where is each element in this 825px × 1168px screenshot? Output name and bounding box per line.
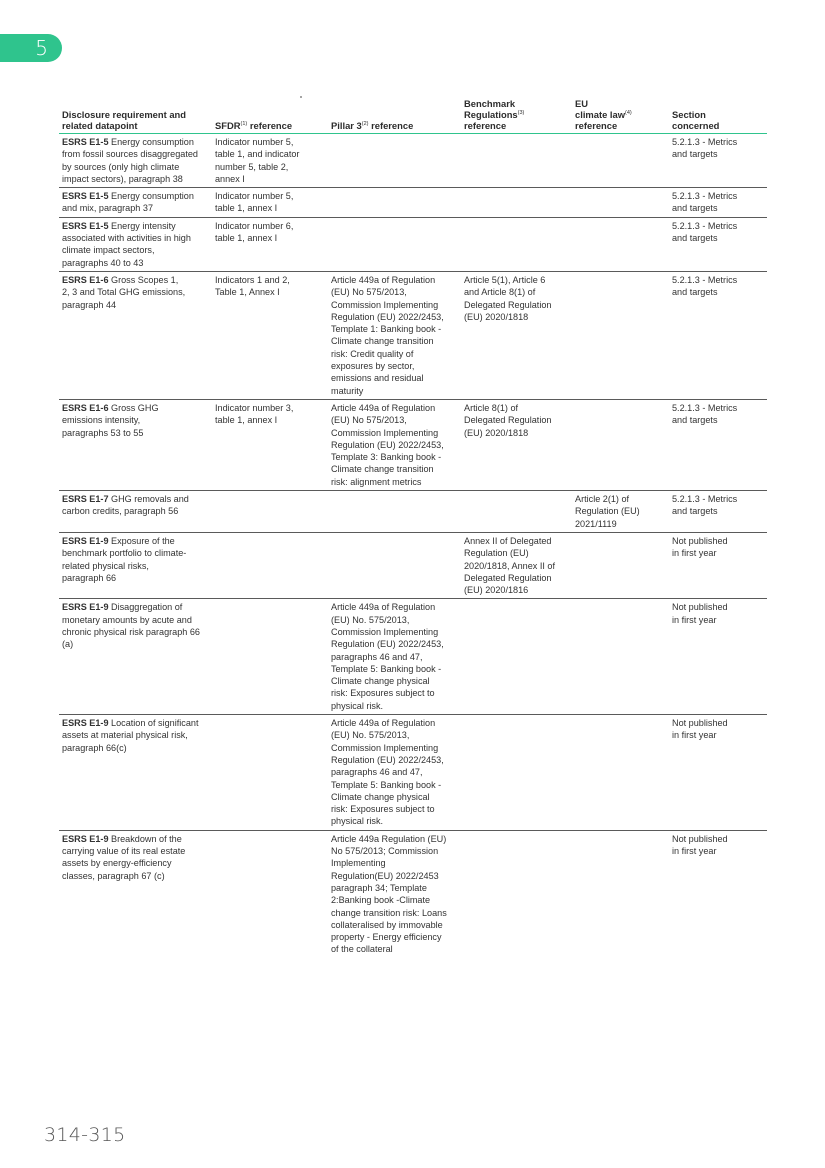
datapoint-description: Gross Scopes 1, 2, 3 and Total GHG emissions, paragraph 44 [62,274,186,310]
section-cell: Not published in first year [669,599,767,715]
section-cell: Not published in first year [669,715,767,831]
esrs-code: ESRS E1-7 [62,494,109,505]
sfdr-cell: Indicators 1 and 2, Table 1, Annex I [212,271,328,399]
datapoint-cell [59,830,212,957]
table-row [59,134,767,188]
pillar3-cell [328,188,461,218]
esrs-code: ESRS E1-6 [62,274,109,285]
sfdr-cell [212,715,328,831]
table-body [59,134,767,958]
datapoint-description: Gross GHG emissions intensity, paragraphs 53 to 55 [62,402,159,438]
header-pillar3-label: Pillar 3 [331,120,362,131]
datapoint-description: Energy intensity associated with activities in high climate impact sectors, paragraphs 40 to 43 [62,220,191,268]
benchmark-cell [461,599,572,715]
section-cell: 5.2.1.3 - Metrics and targets [669,399,767,490]
eu-climate-law-cell: Article 2(1) of Regulation (EU) 2021/1119 [572,491,669,533]
table-header-row [59,98,767,134]
benchmark-cell [461,715,572,831]
sfdr-cell: Indicator number 5, table 1, annex I [212,188,328,218]
datapoint-description: Energy consumption from fossil sources disaggregated by sources (only high climate impact sectors), paragraph 38 [62,137,198,184]
table-row [59,271,767,399]
benchmark-cell [461,188,572,218]
datapoint-cell [59,271,212,399]
datapoint-description: Energy consumption and mix, paragraph 37 [62,191,194,214]
section-cell: Not published in first year [672,833,728,857]
pillar3-cell [328,134,461,188]
table-row [59,532,767,598]
datapoint-description: Breakdown of the carrying value of its real estate assets by energy-efficiency classes, paragraph 67 (c) [62,833,186,881]
eu-climate-law-cell [572,217,669,271]
table-row [59,491,767,533]
sfdr-cell [212,491,328,533]
section-cell: 5.2.1.3 - Metrics and targets [669,491,767,533]
eu-climate-law-cell [572,532,669,598]
datapoint-cell [59,532,212,598]
datapoint-cell [59,399,212,490]
header-benchmark-footnote: (3) [517,109,525,116]
header-pillar3-footnote: (2) [361,120,369,127]
esrs-code: ESRS E1-9 [62,718,109,729]
header-datapoint: Disclosure requirement and related datapoint [59,98,212,134]
eu-climate-law-cell [572,188,669,218]
datapoint-cell [59,599,212,715]
eu-climate-law-cell [572,399,669,490]
table-row [59,188,767,218]
benchmark-cell: Article 8(1) of Delegated Regulation (EU) 2020/1818 [461,399,572,490]
table-row [59,715,767,831]
esrs-code: ESRS E1-9 [62,535,109,546]
datapoint-description: GHG removals and carbon credits, paragraph 56 [62,494,189,517]
eu-climate-law-cell [572,715,669,831]
sfdr-cell [212,830,328,957]
benchmark-cell [461,830,572,957]
pillar3-cell [328,532,461,598]
pillar3-cell: Article 449a of Regulation (EU) No. 575/2013, Commission Implementing Regulation (EU) 2022/2453, paragraphs 46 and 47, Template 5: Banking book - Climate change physical risk: Exposures subject to physical risk. [328,599,461,715]
sfdr-cell [212,532,328,598]
table-row [59,599,767,715]
header-section: Section concerned [669,98,767,134]
datapoint-cell [59,715,212,831]
header-sfdr-footnote: (1) [240,120,248,127]
esrs-code: ESRS E1-5 [62,191,109,202]
header-pillar3 [328,98,461,134]
disclosure-table [59,98,767,958]
datapoint-cell [59,491,212,533]
eu-climate-law-cell [572,830,669,957]
esrs-code: ESRS E1-6 [62,402,109,413]
header-pillar3-suffix: reference [368,120,414,131]
sfdr-cell: Indicator number 5, table 1, and indicator number 5, table 2, annex I [212,134,328,188]
sfdr-cell [212,599,328,715]
datapoint-cell [59,188,212,218]
header-benchmark-suffix: reference [464,120,507,131]
table-row [59,830,767,957]
pillar3-cell: Article 449a Regulation (EU) No 575/2013; Commission Implementing Regulation(EU) 2022/2453 paragraph 34; Template 2:Banking book -Climate change transition risk: Loans collateralised by immovable property - Energy efficiency of the collateral [331,833,447,955]
sfdr-cell: Indicator number 6, table 1, annex I [212,217,328,271]
section-cell: 5.2.1.3 - Metrics and targets [669,271,767,399]
pillar3-cell [328,217,461,271]
esrs-code: ESRS E1-5 [62,137,109,147]
header-sfdr-suffix: reference [247,120,293,131]
pillar3-cell [328,491,461,533]
header-eu-law-footnote: (4) [625,109,632,116]
eu-climate-law-cell [572,134,669,188]
header-eu-climate-law [572,98,669,134]
datapoint-cell [59,134,212,188]
pillar3-cell: Article 449a of Regulation (EU) No 575/2013, Commission Implementing Regulation (EU) 2022/2453, Template 1: Banking book - Climate change transition risk: Credit quality of exposures by sector, emissions and residual maturity [328,271,461,399]
eu-climate-law-cell [572,271,669,399]
section-cell: 5.2.1.3 - Metrics and targets [669,188,767,218]
header-eu-law-label: EU climate law [575,98,626,120]
benchmark-cell: Article 5(1), Article 6 and Article 8(1) of Delegated Regulation (EU) 2020/1818 [461,271,572,399]
header-sfdr [212,98,328,134]
section-cell: 5.2.1.3 - Metrics and targets [669,134,767,188]
benchmark-cell [461,491,572,533]
pillar3-cell: Article 449a of Regulation (EU) No 575/2013, Commission Implementing Regulation (EU) 2022/2453, Template 3: Banking book - Climate change transition risk: alignment metrics [328,399,461,490]
datapoint-cell [59,217,212,271]
benchmark-cell [461,134,572,188]
esrs-code: ESRS E1-9 [62,833,109,844]
eu-climate-law-cell [572,599,669,715]
benchmark-cell [461,217,572,271]
header-eu-law-suffix: reference [575,120,618,131]
table-row [59,217,767,271]
benchmark-cell: Annex II of Delegated Regulation (EU) 2020/1818, Annex II of Delegated Regulation (EU) 2020/1816 [461,532,572,598]
section-cell: 5.2.1.3 - Metrics and targets [669,217,767,271]
datapoint-description: Exposure of the benchmark portfolio to climate- related physical risks, paragraph 66 [62,535,187,583]
section-cell: Not published in first year [669,532,767,598]
pillar3-cell: Article 449a of Regulation (EU) No. 575/2013, Commission Implementing Regulation (EU) 2022/2453, paragraphs 46 and 47, Template 5: Banking book - Climate change physical risk: Exposures subject to physical risk. [328,715,461,831]
table-row [59,399,767,490]
datapoint-description: Location of significant assets at material physical risk, paragraph 66(c) [62,718,199,753]
page-number: 314-315 [44,1124,126,1146]
esrs-code: ESRS E1-9 [62,602,109,613]
esrs-code: ESRS E1-5 [62,220,109,231]
datapoint-description: Disaggregation of monetary amounts by acute and chronic physical risk paragraph 66 (a) [62,602,200,650]
sfdr-cell: Indicator number 3, table 1, annex I [212,399,328,490]
chapter-number-tab: 5 [0,34,62,62]
header-sfdr-label: SFDR [215,120,241,131]
header-benchmark-label: Benchmark Regulations [464,98,518,120]
header-benchmark [461,98,572,134]
